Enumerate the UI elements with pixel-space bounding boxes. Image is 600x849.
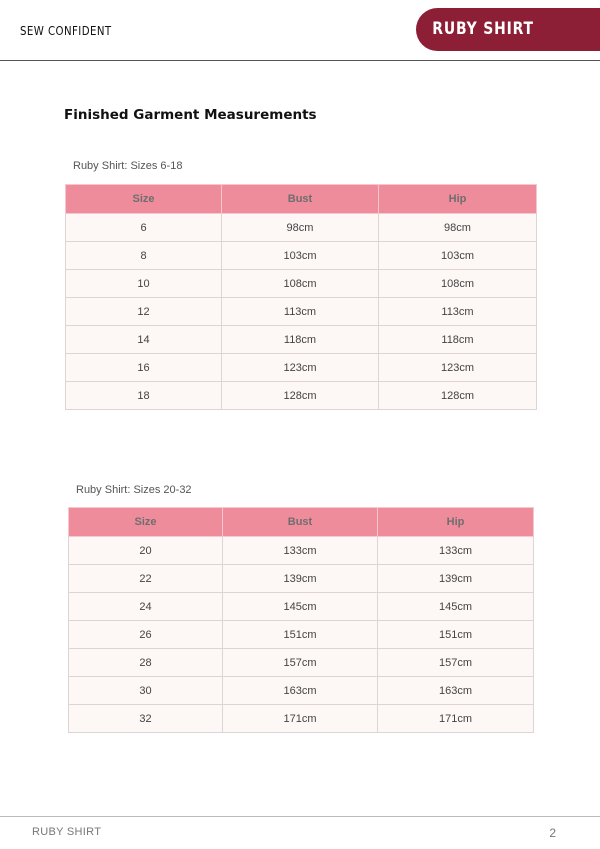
table-row bbox=[66, 382, 537, 410]
size-cell: 8 bbox=[66, 242, 222, 270]
table-row bbox=[69, 705, 534, 733]
size-cell: 28 bbox=[69, 649, 223, 677]
table-row bbox=[69, 677, 534, 705]
bust-cell: 103cm bbox=[222, 242, 379, 270]
measurements-table-sizes-6-18 bbox=[65, 184, 537, 410]
size-cell: 22 bbox=[69, 565, 223, 593]
size-cell: 16 bbox=[66, 354, 222, 382]
brand-logo-text: SEW CONFIDENT bbox=[20, 24, 112, 38]
table-caption-sizes-20-32: Ruby Shirt: Sizes 20-32 bbox=[76, 484, 192, 496]
size-cell: 24 bbox=[69, 593, 223, 621]
bust-cell: 171cm bbox=[223, 705, 378, 733]
hip-cell: 145cm bbox=[378, 593, 534, 621]
bust-cell: 123cm bbox=[222, 354, 379, 382]
hip-cell: 133cm bbox=[378, 537, 534, 565]
size-cell: 14 bbox=[66, 326, 222, 354]
hip-cell: 128cm bbox=[379, 382, 537, 410]
table-row bbox=[69, 621, 534, 649]
hip-cell: 123cm bbox=[379, 354, 537, 382]
bust-cell: 118cm bbox=[222, 326, 379, 354]
table-row bbox=[66, 214, 537, 242]
table-row bbox=[69, 537, 534, 565]
column-header-bust: Bust bbox=[222, 185, 379, 214]
size-cell: 12 bbox=[66, 298, 222, 326]
bust-cell: 145cm bbox=[223, 593, 378, 621]
table-body bbox=[66, 214, 537, 410]
bust-cell: 128cm bbox=[222, 382, 379, 410]
table-row bbox=[69, 649, 534, 677]
hip-cell: 113cm bbox=[379, 298, 537, 326]
table-row bbox=[66, 298, 537, 326]
section-title: Finished Garment Measurements bbox=[64, 107, 317, 123]
table-header bbox=[69, 508, 534, 537]
bust-cell: 151cm bbox=[223, 621, 378, 649]
table-row bbox=[66, 242, 537, 270]
table-header bbox=[66, 185, 537, 214]
table-body bbox=[69, 537, 534, 733]
bust-cell: 163cm bbox=[223, 677, 378, 705]
size-cell: 6 bbox=[66, 214, 222, 242]
bust-cell: 133cm bbox=[223, 537, 378, 565]
bust-cell: 98cm bbox=[222, 214, 379, 242]
bust-cell: 139cm bbox=[223, 565, 378, 593]
measurements-table-sizes-20-32 bbox=[68, 507, 534, 733]
table-row bbox=[66, 270, 537, 298]
page-number: 2 bbox=[549, 826, 556, 840]
table-row bbox=[66, 326, 537, 354]
header-divider bbox=[0, 60, 600, 61]
hip-cell: 171cm bbox=[378, 705, 534, 733]
table-row bbox=[69, 565, 534, 593]
bust-cell: 157cm bbox=[223, 649, 378, 677]
hip-cell: 108cm bbox=[379, 270, 537, 298]
size-cell: 30 bbox=[69, 677, 223, 705]
size-cell: 18 bbox=[66, 382, 222, 410]
hip-cell: 163cm bbox=[378, 677, 534, 705]
column-header-size: Size bbox=[66, 185, 222, 214]
footer-divider bbox=[0, 816, 600, 817]
hip-cell: 103cm bbox=[379, 242, 537, 270]
size-cell: 32 bbox=[69, 705, 223, 733]
hip-cell: 151cm bbox=[378, 621, 534, 649]
column-header-size: Size bbox=[69, 508, 223, 537]
bust-cell: 108cm bbox=[222, 270, 379, 298]
bust-cell: 113cm bbox=[222, 298, 379, 326]
hip-cell: 98cm bbox=[379, 214, 537, 242]
hip-cell: 157cm bbox=[378, 649, 534, 677]
column-header-bust: Bust bbox=[223, 508, 378, 537]
table-row bbox=[66, 354, 537, 382]
size-cell: 10 bbox=[66, 270, 222, 298]
pattern-name-label: RUBY SHIRT bbox=[432, 19, 534, 39]
column-header-hip: Hip bbox=[378, 508, 534, 537]
column-header-hip: Hip bbox=[379, 185, 537, 214]
hip-cell: 118cm bbox=[379, 326, 537, 354]
hip-cell: 139cm bbox=[378, 565, 534, 593]
size-cell: 26 bbox=[69, 621, 223, 649]
table-caption-sizes-6-18: Ruby Shirt: Sizes 6-18 bbox=[73, 160, 183, 172]
size-cell: 20 bbox=[69, 537, 223, 565]
footer-title: RUBY SHIRT bbox=[32, 826, 102, 838]
table-row bbox=[69, 593, 534, 621]
